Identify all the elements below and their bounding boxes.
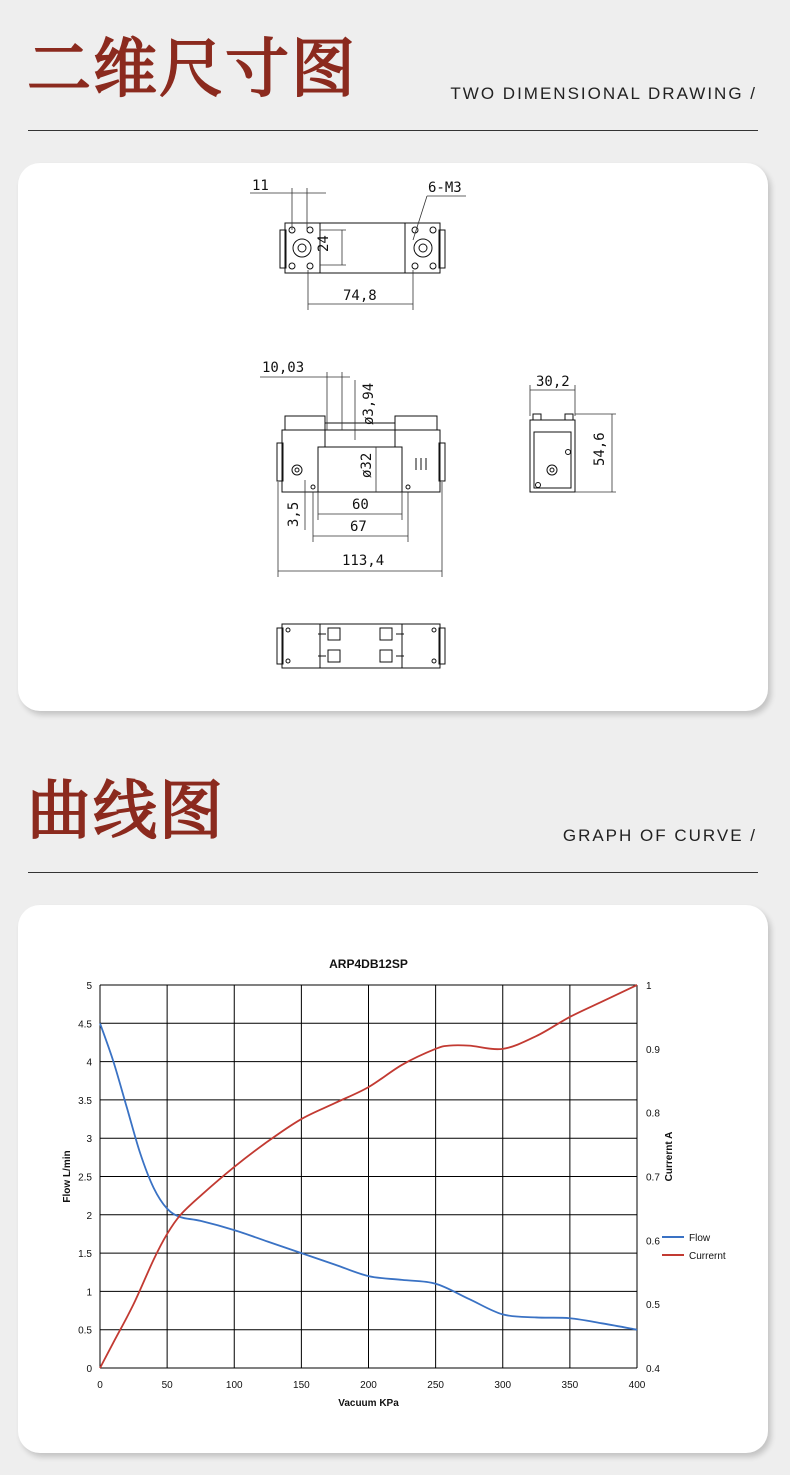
y-tick-label: 2.5	[78, 1172, 92, 1184]
dimension-drawing	[18, 163, 768, 711]
y-tick-label: 1	[86, 1287, 92, 1299]
curve-chart	[18, 905, 768, 1453]
x-tick-label: 0	[97, 1380, 103, 1391]
legend-label-flow: Flow	[689, 1233, 711, 1244]
divider	[28, 872, 758, 873]
dim-11: 11	[252, 178, 269, 194]
y2-tick-label: 1	[646, 981, 652, 992]
y-tick-label: 0.5	[78, 1325, 92, 1337]
y-tick-label: 3	[86, 1134, 92, 1146]
chart-card	[18, 905, 768, 1453]
dim-10-03: 10,03	[262, 360, 305, 376]
x-tick-label: 350	[561, 1380, 579, 1391]
y-tick-label: 2	[86, 1210, 92, 1222]
y2-tick-label: 0.5	[646, 1300, 660, 1312]
y2-axis-label: Currernt A	[664, 1131, 675, 1182]
dim-3-5: 3,5	[286, 501, 302, 527]
y2-tick-label: 0.7	[646, 1172, 660, 1184]
x-tick-label: 150	[293, 1380, 310, 1391]
x-tick-label: 100	[225, 1380, 243, 1391]
dim-113-4: 113,4	[342, 553, 385, 569]
section-title-curve: 曲线图	[27, 775, 225, 849]
x-tick-label: 300	[494, 1380, 512, 1391]
dim-24: 24	[316, 235, 332, 252]
dim-74-8: 74,8	[343, 288, 377, 304]
dim-dia-32: ø32	[359, 452, 375, 478]
x-tick-label: 200	[360, 1380, 377, 1391]
y-tick-label: 4.5	[78, 1019, 92, 1031]
y-tick-label: 3.5	[78, 1095, 92, 1107]
y2-tick-label: 0.6	[646, 1236, 660, 1248]
section-title-drawing: 二维尺寸图	[27, 33, 357, 107]
x-tick-label: 400	[628, 1380, 646, 1391]
dim-6-m3: 6-M3	[428, 180, 462, 196]
y-axis-label: Flow L/min	[62, 1150, 73, 1203]
top-view	[250, 178, 466, 310]
divider	[28, 130, 758, 131]
x-tick-label: 250	[427, 1380, 444, 1391]
y-tick-label: 0	[86, 1364, 92, 1375]
dim-60: 60	[352, 497, 369, 513]
dim-30-2: 30,2	[536, 374, 570, 390]
front-view	[260, 360, 445, 577]
y2-tick-label: 0.4	[646, 1364, 660, 1375]
side-view	[530, 374, 616, 492]
y2-tick-label: 0.9	[646, 1044, 660, 1056]
x-axis-label: Vacuum KPa	[338, 1398, 399, 1409]
section-subtitle-curve: GRAPH OF CURVE /	[562, 826, 757, 845]
section-subtitle-drawing: TWO DIMENSIONAL DRAWING /	[450, 84, 757, 103]
y-tick-label: 1.5	[78, 1249, 92, 1261]
y2-tick-label: 0.8	[646, 1108, 660, 1120]
chart-title: ARP4DB12SP	[329, 957, 408, 971]
drawing-card	[18, 163, 768, 711]
x-tick-label: 50	[161, 1380, 173, 1391]
legend-label-currernt: Currernt	[689, 1251, 726, 1262]
dim-67: 67	[350, 519, 367, 535]
dim-dia-3-94: ø3,94	[361, 382, 377, 425]
y-tick-label: 4	[86, 1057, 92, 1069]
y-tick-label: 5	[86, 981, 92, 992]
bottom-view	[277, 624, 445, 668]
dim-54-6: 54,6	[592, 432, 608, 466]
